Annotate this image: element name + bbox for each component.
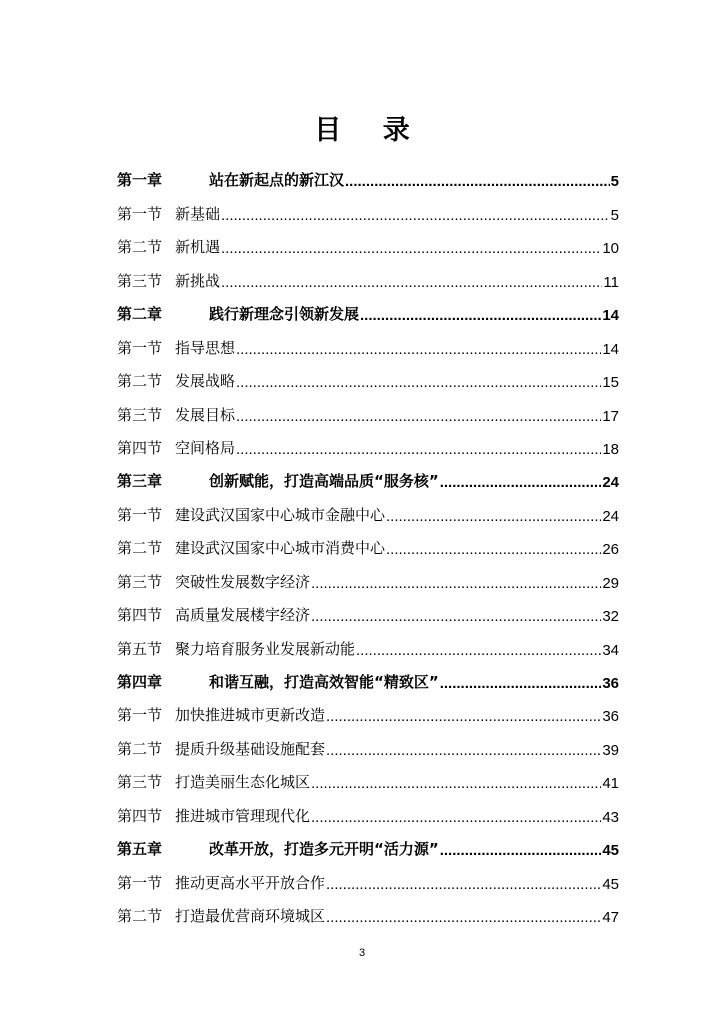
toc-entry-number: 第三节 bbox=[117, 405, 163, 424]
toc-entry-number: 第五节 bbox=[117, 639, 163, 658]
toc-entry-number: 第一节 bbox=[117, 873, 163, 892]
toc-dot-leader bbox=[386, 508, 601, 525]
toc-entry-number: 第三节 bbox=[117, 773, 163, 792]
toc-dot-leader bbox=[326, 742, 601, 759]
toc-entry-number: 第一节 bbox=[117, 204, 163, 223]
toc-entry-title: 新挑战 bbox=[175, 271, 221, 290]
toc-entry-title: 聚力培育服务业发展新动能 bbox=[175, 639, 356, 658]
toc-section-entry[interactable] bbox=[117, 263, 619, 296]
toc-entry-title: 指导思想 bbox=[175, 338, 236, 357]
toc-entry-number: 第二节 bbox=[117, 739, 163, 758]
toc-entry-title: 践行新理念引领新发展 bbox=[209, 305, 360, 324]
page-title: 目 录 bbox=[314, 115, 426, 146]
toc-entry-page: 36 bbox=[602, 675, 619, 692]
toc-section-entry[interactable] bbox=[117, 631, 619, 664]
toc-entry-number: 第二节 bbox=[117, 907, 163, 926]
toc-entry-page: 45 bbox=[602, 842, 619, 860]
toc-entry-title: 建设武汉国家中心城市金融中心 bbox=[175, 505, 386, 524]
toc-entry-page: 32 bbox=[602, 608, 619, 626]
toc-dot-leader bbox=[360, 307, 601, 324]
toc-entry-page: 41 bbox=[602, 775, 619, 793]
table-of-contents bbox=[117, 163, 619, 932]
toc-section-entry[interactable] bbox=[117, 598, 619, 631]
toc-dot-leader bbox=[440, 474, 602, 491]
toc-entry-title: 发展战略 bbox=[175, 372, 236, 391]
toc-entry-page: 5 bbox=[610, 173, 619, 191]
toc-dot-leader bbox=[236, 408, 601, 425]
toc-section-entry[interactable] bbox=[117, 397, 619, 430]
toc-entry-title: 高质量发展楼宇经济 bbox=[175, 606, 311, 625]
toc-section-entry[interactable] bbox=[117, 865, 619, 898]
toc-dot-leader bbox=[236, 441, 601, 458]
toc-entry-title: 突破性发展数字经济 bbox=[175, 572, 311, 591]
toc-section-entry[interactable] bbox=[117, 564, 619, 597]
toc-entry-number: 第二节 bbox=[117, 238, 163, 257]
toc-entry-page: 39 bbox=[602, 741, 619, 759]
toc-entry-number: 第一节 bbox=[117, 505, 163, 524]
toc-dot-leader bbox=[236, 341, 601, 358]
toc-entry-number: 第三节 bbox=[117, 271, 163, 290]
toc-dot-leader bbox=[311, 608, 601, 625]
toc-entry-title: 加快推进城市更新改造 bbox=[175, 706, 326, 725]
toc-entry-page: 45 bbox=[602, 875, 619, 893]
toc-entry-page: 17 bbox=[602, 407, 619, 425]
toc-entry-number: 第一章 bbox=[117, 171, 163, 190]
toc-entry-page: 11 bbox=[603, 273, 619, 291]
toc-chapter-entry[interactable] bbox=[117, 665, 619, 698]
toc-dot-leader bbox=[221, 240, 601, 257]
toc-section-entry[interactable] bbox=[117, 497, 619, 530]
toc-entry-number: 第五章 bbox=[117, 840, 163, 859]
toc-entry-title: 新基础 bbox=[175, 204, 221, 223]
toc-section-entry[interactable] bbox=[117, 330, 619, 363]
toc-entry-title: 改革开放，打造多元开明“活力源” bbox=[209, 840, 439, 859]
toc-entry-title: 推进城市管理现代化 bbox=[175, 806, 311, 825]
toc-entry-page: 14 bbox=[602, 340, 619, 358]
toc-entry-number: 第四节 bbox=[117, 806, 163, 825]
toc-chapter-entry[interactable] bbox=[117, 163, 619, 196]
toc-entry-page: 18 bbox=[602, 440, 619, 458]
toc-entry-title: 打造最优营商环境城区 bbox=[175, 907, 326, 926]
toc-dot-leader bbox=[236, 374, 601, 391]
toc-dot-leader bbox=[386, 541, 601, 558]
toc-dot-leader bbox=[311, 809, 601, 826]
toc-dot-leader bbox=[221, 274, 602, 291]
toc-entry-page: 24 bbox=[602, 507, 619, 525]
toc-entry-page: 24 bbox=[602, 474, 619, 492]
toc-dot-leader bbox=[311, 575, 601, 592]
toc-entry-page: 26 bbox=[602, 541, 619, 559]
toc-dot-leader bbox=[345, 173, 610, 190]
toc-entry-title: 新机遇 bbox=[175, 238, 221, 257]
toc-entry-number: 第二节 bbox=[117, 372, 163, 391]
toc-entry-title: 提质升级基础设施配套 bbox=[175, 739, 326, 758]
toc-entry-number: 第四章 bbox=[117, 673, 163, 691]
toc-entry-title: 推动更高水平开放合作 bbox=[175, 873, 326, 892]
toc-entry-page: 29 bbox=[602, 574, 619, 592]
toc-section-entry[interactable] bbox=[117, 798, 619, 831]
toc-entry-title: 创新赋能，打造高端品质“服务核” bbox=[209, 472, 439, 491]
toc-dot-leader bbox=[326, 876, 601, 893]
toc-entry-page: 34 bbox=[602, 641, 619, 659]
toc-section-entry[interactable] bbox=[117, 731, 619, 764]
toc-entry-page: 43 bbox=[602, 808, 619, 826]
toc-entry-number: 第三节 bbox=[117, 572, 163, 591]
toc-chapter-entry[interactable] bbox=[117, 832, 619, 865]
toc-entry-number: 第一节 bbox=[117, 706, 163, 725]
toc-chapter-entry[interactable] bbox=[117, 464, 619, 497]
toc-entry-number: 第二节 bbox=[117, 539, 163, 558]
toc-section-entry[interactable] bbox=[117, 196, 619, 229]
toc-section-entry[interactable] bbox=[117, 230, 619, 263]
toc-entry-page: 14 bbox=[602, 307, 619, 325]
toc-entry-page: 47 bbox=[602, 909, 619, 927]
toc-entry-number: 第四节 bbox=[117, 606, 163, 625]
toc-entry-page: 36 bbox=[602, 708, 619, 726]
toc-section-entry[interactable] bbox=[117, 698, 619, 731]
toc-entry-number: 第一节 bbox=[117, 338, 163, 357]
toc-dot-leader bbox=[221, 207, 610, 224]
toc-entry-title: 空间格局 bbox=[175, 438, 236, 457]
toc-entry-title: 和谐互融，打造高效智能“精致区” bbox=[209, 673, 439, 691]
toc-entry-title: 建设武汉国家中心城市消费中心 bbox=[175, 539, 386, 558]
toc-entry-page: 10 bbox=[602, 240, 619, 258]
toc-dot-leader bbox=[326, 909, 601, 926]
toc-section-entry[interactable] bbox=[117, 531, 619, 564]
toc-dot-leader bbox=[311, 775, 601, 792]
toc-dot-leader bbox=[356, 642, 601, 659]
toc-section-entry[interactable] bbox=[117, 431, 619, 464]
toc-dot-leader bbox=[440, 675, 602, 692]
toc-entry-title: 发展目标 bbox=[175, 405, 236, 424]
toc-entry-page: 15 bbox=[602, 374, 619, 392]
toc-dot-leader bbox=[440, 842, 602, 859]
page-number: 3 bbox=[358, 947, 366, 959]
toc-section-entry[interactable] bbox=[117, 364, 619, 397]
toc-chapter-entry[interactable] bbox=[117, 297, 619, 330]
toc-entry-number: 第四节 bbox=[117, 438, 163, 457]
toc-dot-leader bbox=[326, 708, 601, 725]
toc-entry-title: 站在新起点的新江汉 bbox=[209, 171, 345, 190]
toc-entry-title: 打造美丽生态化城区 bbox=[175, 773, 311, 792]
toc-entry-page: 5 bbox=[610, 206, 619, 224]
toc-entry-number: 第二章 bbox=[117, 305, 163, 324]
toc-entry-number: 第三章 bbox=[117, 472, 163, 491]
toc-section-entry[interactable] bbox=[117, 899, 619, 932]
toc-section-entry[interactable] bbox=[117, 765, 619, 798]
